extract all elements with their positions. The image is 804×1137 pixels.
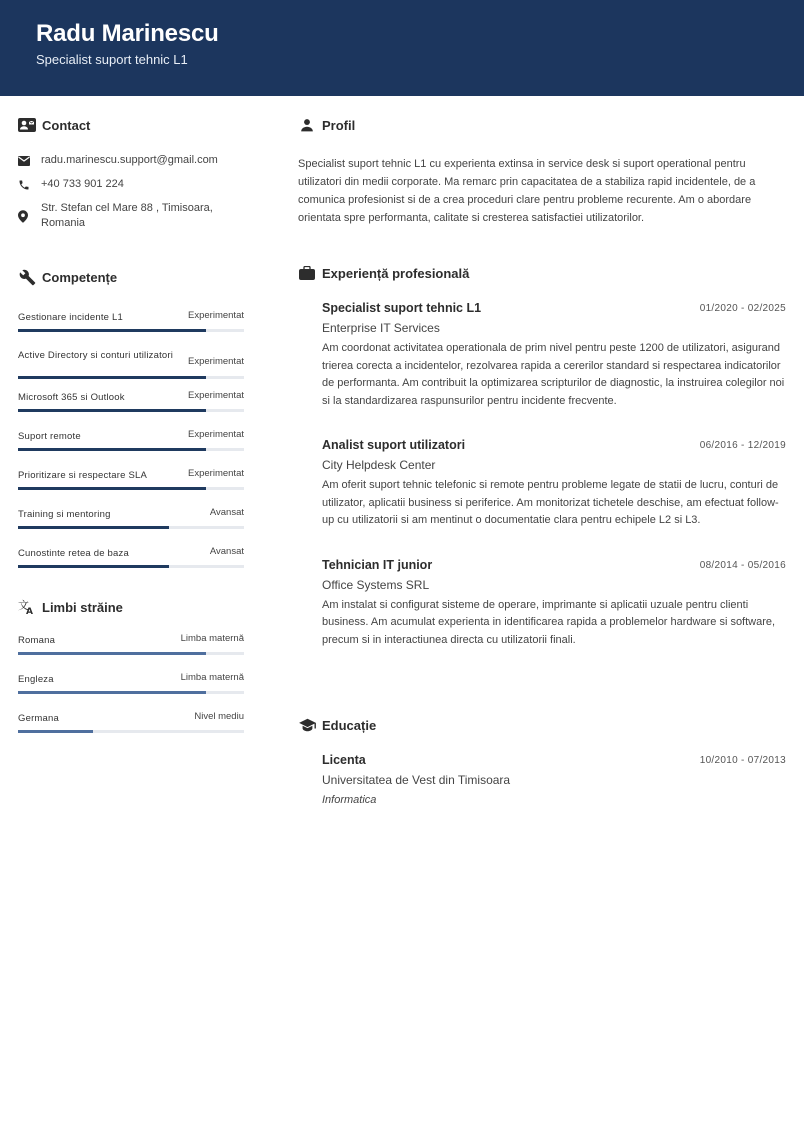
right-column — [298, 96, 786, 806]
profile-heading: Profil — [298, 115, 786, 135]
wrench-icon — [18, 268, 36, 286]
skill-level-bar — [18, 409, 244, 412]
job-description: Am oferit suport tehnic telefonic si remote pentru probleme legate de statii de lucru, conturi de utilizator, aplicatii business si periferice. Am monitorizat tichetele deschise, am efectuat follow-up cu utilizatorii si am mentinut o documentatie clara pentru echipele L2 si L3. — [322, 479, 779, 526]
language-level-bar — [18, 691, 244, 694]
contact-section — [18, 115, 244, 231]
education-section — [298, 715, 786, 806]
language-item: Engleza Limba maternă — [18, 668, 244, 707]
skills-heading: Competențe — [18, 267, 244, 287]
degree: Licenta — [322, 753, 366, 767]
candidate-name: Radu Marinescu — [36, 20, 219, 47]
job-company: Enterprise IT Services — [322, 321, 440, 335]
skill-level-bar — [18, 565, 244, 568]
resume-header — [0, 0, 804, 96]
job-entry — [298, 301, 786, 410]
contact-phone[interactable]: +40 733 901 224 — [18, 177, 244, 192]
job-company: City Helpdesk Center — [322, 458, 436, 472]
profile-section — [298, 115, 786, 227]
job-description: Am coordonat activitatea operationala de prim nivel pentru peste 1200 de utilizatori, asigurand trierea corecta a incidentelor, rezolvarea rapida a cererilor standard si respectarea indicatorilor de performanta. Am contribuit la optimizarea scripturilor de diagnostic, la instruirea colegilor noi si la standardizarea raspunsurilor pentru incidente frecvente. — [322, 342, 785, 407]
language-level-bar — [18, 730, 244, 733]
skill-item: Active Directory si conturi utilizatori Experimentat — [18, 338, 244, 386]
job-entry — [298, 558, 786, 650]
job-entry — [298, 438, 786, 530]
contact-address: Str. Stefan cel Mare 88 , Timisoara, Romania — [18, 201, 244, 231]
education-dates: 10/2010 - 07/2013 — [699, 755, 786, 766]
skill-item: Training si mentoring Avansat — [18, 503, 244, 542]
left-column — [18, 96, 244, 746]
language-item: Romana Limba maternă — [18, 629, 244, 668]
job-title: Tehnician IT junior — [322, 557, 433, 572]
field-of-study: Informatica — [322, 794, 377, 806]
job-dates: 06/2016 - 12/2019 — [699, 440, 786, 451]
candidate-title: Specialist suport tehnic L1 — [36, 52, 188, 67]
location-pin-icon — [18, 201, 32, 231]
language-level-bar — [18, 652, 244, 655]
language-item: Germana Nivel mediu — [18, 707, 244, 746]
job-title: Analist suport utilizatori — [322, 438, 466, 452]
experience-heading: Experiență profesională — [298, 263, 786, 283]
briefcase-icon — [298, 264, 316, 282]
contact-card-icon — [18, 116, 36, 134]
svg-text:A: A — [26, 607, 33, 615]
languages-section — [18, 597, 244, 746]
profile-text: Specialist suport tehnic L1 cu experienta extinsa in service desk si suport operational pentru utilizatori din medii corporate. Ma remarc prin capacitatea de a stabiliza rapid incidentele, de a comunica profesionist si de a crea proceduri clare pentru probleme recurente. Am o abordare orientata spre performanta, calitate si cresterea satisfactiei utilizatorilor. — [298, 158, 756, 224]
skills-section — [18, 267, 244, 581]
translate-icon — [18, 598, 36, 616]
svg-text:文: 文 — [18, 599, 29, 612]
person-icon — [298, 116, 316, 134]
languages-heading: 文 A Limbi străine — [18, 599, 123, 615]
skill-item: Microsoft 365 si Outlook Experimentat — [18, 386, 244, 425]
skill-item: Gestionare incidente L1 Experimentat — [18, 299, 244, 338]
graduation-cap-icon — [298, 716, 316, 734]
education-heading: Educație — [298, 715, 786, 735]
email-icon — [18, 153, 32, 168]
job-dates: 01/2020 - 02/2025 — [699, 303, 786, 314]
job-dates: 08/2014 - 05/2016 — [699, 559, 786, 571]
contact-email[interactable]: radu.marinescu.support@gmail.com — [18, 153, 244, 168]
skill-item: Prioritizare si respectare SLA Experimentat — [18, 464, 244, 503]
skill-level-bar — [18, 448, 244, 451]
institution: Universitatea de Vest din Timisoara — [322, 773, 511, 787]
skill-item: Cunostinte retea de baza Avansat — [18, 542, 244, 581]
phone-icon — [18, 177, 32, 192]
experience-section — [298, 263, 786, 649]
skill-level-bar — [18, 376, 244, 379]
skill-level-bar — [18, 487, 244, 490]
education-entry — [298, 753, 786, 806]
contact-heading: Contact — [18, 115, 244, 135]
job-company: Office Systems SRL — [322, 577, 430, 592]
job-title: Specialist suport tehnic L1 — [322, 301, 482, 315]
job-description: Am instalat si configurat sisteme de operare, imprimante si aplicatii uzuale pentru clienti business. Am acumulat experienta in identificarea rapida a problemelor hardware si software, precum si in interactiunea directa cu utilizatorii finali. — [322, 598, 776, 646]
skill-level-bar — [18, 329, 244, 332]
skill-item: Suport remote Experimentat — [18, 425, 244, 464]
skill-level-bar — [18, 526, 244, 529]
